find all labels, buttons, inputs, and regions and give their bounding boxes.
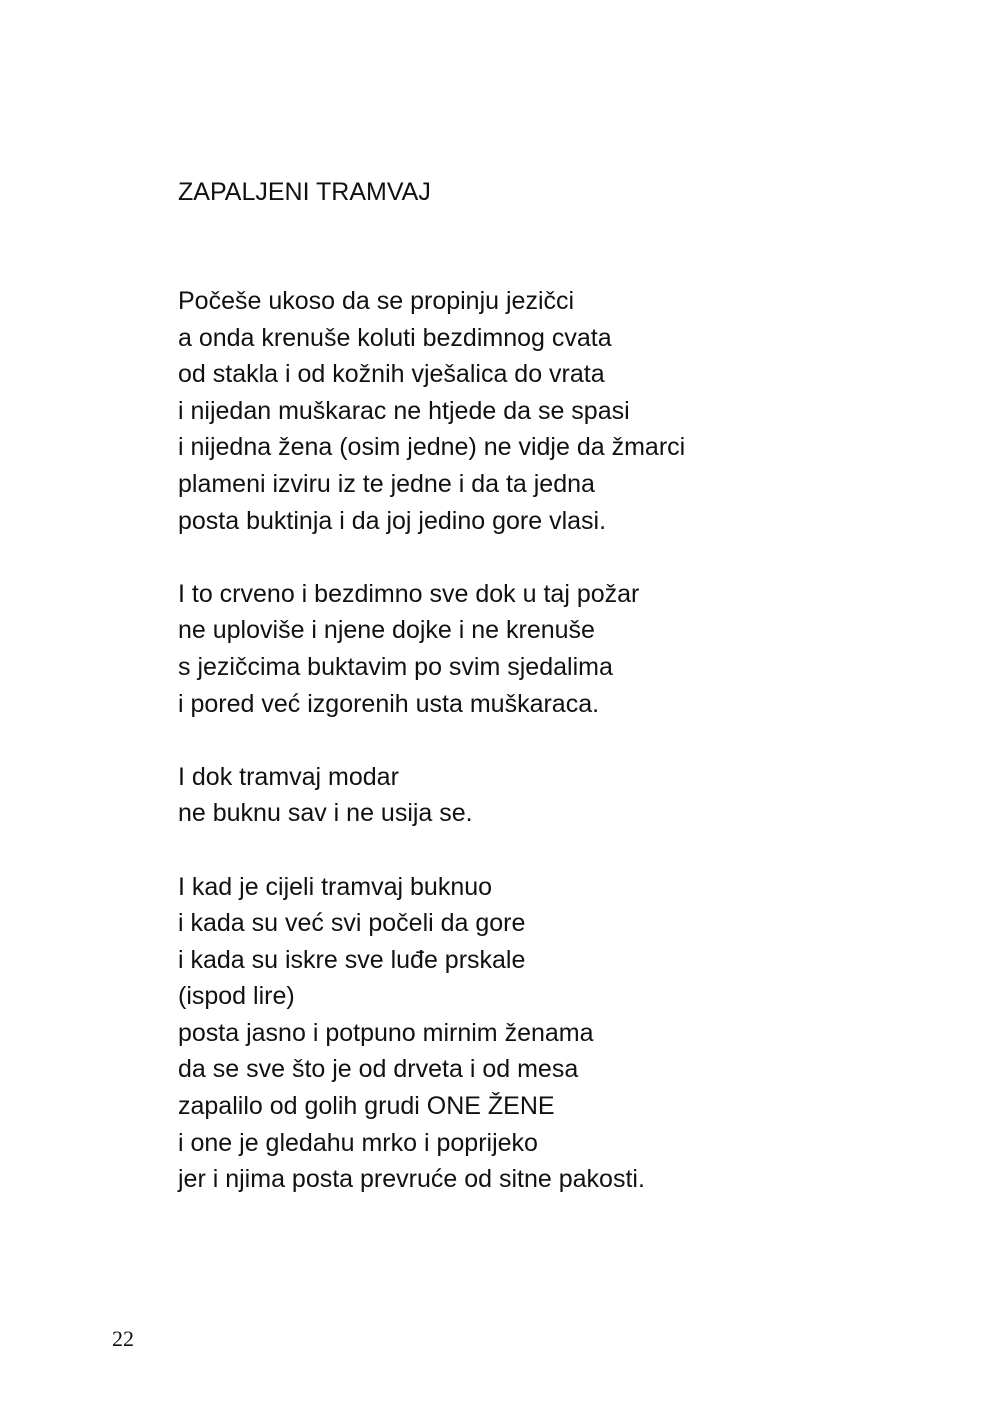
stanza-4 (178, 869, 918, 1198)
poem-line: jer i njima posta prevruće od sitne pakosti. (178, 1165, 645, 1194)
stanza-2 (178, 576, 918, 722)
poem-line: i nijedan muškarac ne htjede da se spasi (178, 396, 630, 425)
poem-line: I dok tramvaj modar (178, 762, 399, 791)
poem-line: da se sve što je od drveta i od mesa (178, 1055, 579, 1084)
poem-line: Počeše ukoso da se propinju jezičci (178, 287, 575, 315)
poem-line: plameni izviru iz te jedne i da ta jedna (178, 469, 595, 498)
poem-title: ZAPALJENI TRAMVAJ (178, 178, 431, 206)
poem-line: i nijedna žena (osim jedne) ne vidje da žmarci (178, 433, 686, 462)
poem-line: od stakla i od kožnih vješalica do vrata (178, 360, 605, 389)
page-number: 22 (112, 1326, 134, 1351)
poem-line: ne buknu sav i ne usija se. (178, 799, 473, 828)
stanza-3 (178, 759, 918, 832)
poem-line: i kada su već svi počeli da gore (178, 909, 526, 938)
poem-line: ne uploviše i njene dojke i ne krenuše (178, 616, 595, 645)
poem-line: i one je gledahu mrko i poprijeko (178, 1128, 538, 1157)
poem-line: I kad je cijeli tramvaj buknuo (178, 872, 493, 901)
stanza-1 (178, 283, 918, 539)
poem-body (178, 283, 918, 1234)
poem-line: s jezičcima buktavim po svim sjedalima (178, 652, 613, 681)
poem-line: zapalilo od golih grudi ONE ŽENE (178, 1092, 555, 1121)
poem-line: i pored već izgorenih usta muškaraca. (178, 689, 600, 718)
poem-line: a onda krenuše koluti bezdimnog cvata (178, 323, 612, 352)
poem-line: I to crveno i bezdimno sve dok u taj požar (178, 579, 640, 608)
poem-line: posta buktinja i da joj jedino gore vlasi. (178, 506, 607, 535)
poem-line: i kada su iskre sve luđe prskale (178, 945, 526, 974)
poem-line: (ispod lire) (178, 982, 295, 1011)
poem-line: posta jasno i potpuno mirnim ženama (178, 1018, 594, 1047)
